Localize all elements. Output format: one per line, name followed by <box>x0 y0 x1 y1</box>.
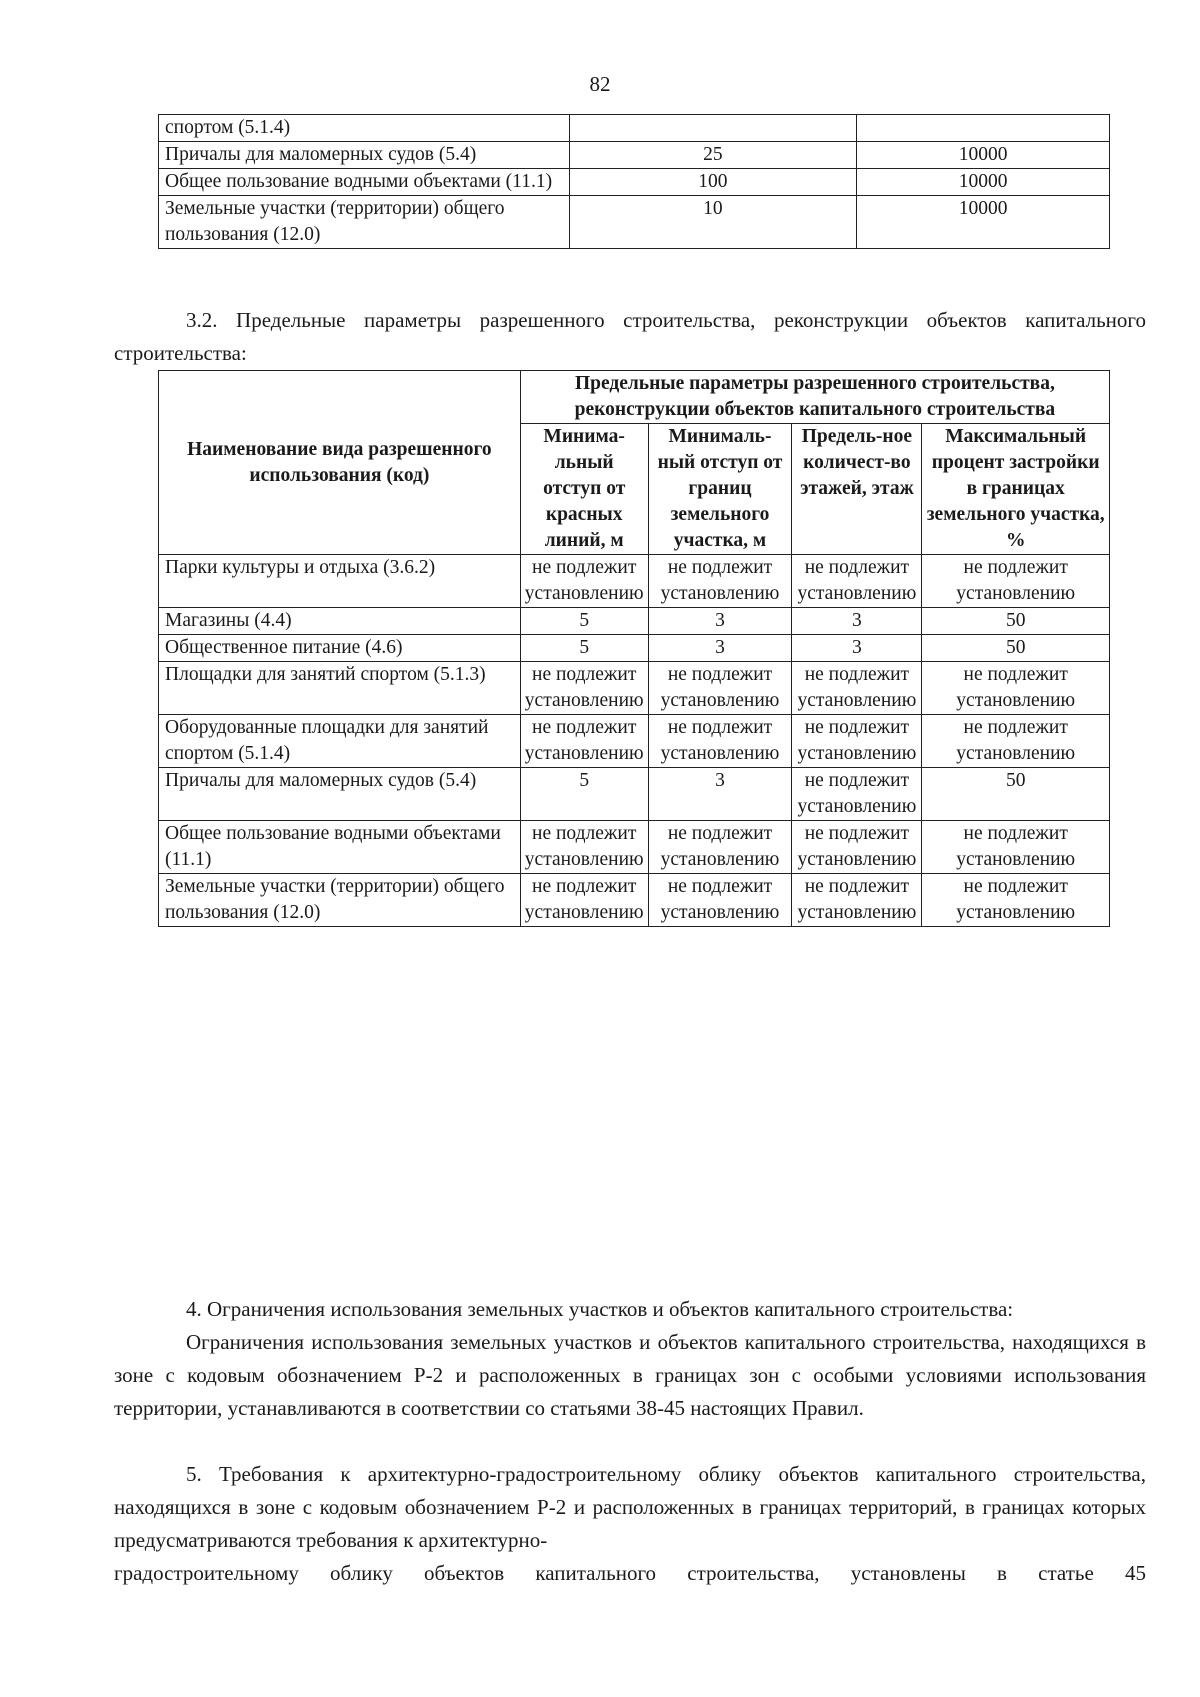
continuation-table <box>158 114 1110 249</box>
page-number: 82 <box>589 72 611 96</box>
table-row <box>159 768 1110 821</box>
row-value: 10000 <box>857 169 1110 196</box>
row-value: 10000 <box>857 196 1110 249</box>
row-value: не подлежит установлению <box>792 555 922 608</box>
parameters-table <box>158 370 1110 927</box>
row-value <box>857 115 1110 142</box>
header-group: Предельные параметры разрешенного строительства, реконструкции объектов капитального строительства <box>520 371 1109 424</box>
row-name: Площадки для занятий спортом (5.1.3) <box>159 662 521 715</box>
row-name: Оборудованные площадки для занятий спортом (5.1.4) <box>159 715 521 768</box>
row-name: Парки культуры и отдыха (3.6.2) <box>159 555 521 608</box>
row-value: не подлежит установлению <box>648 874 792 927</box>
row-name: Причалы для маломерных судов (5.4) <box>159 768 521 821</box>
section-5-text-continued: градостроительному облику объектов капитального строительства, установлены в статье 45 <box>114 1561 1146 1585</box>
row-value: не подлежит установлению <box>520 662 648 715</box>
row-value: 3 <box>648 608 792 635</box>
row-value: не подлежит установлению <box>792 821 922 874</box>
row-value: не подлежит установлению <box>792 874 922 927</box>
header-col: Предель-ное количест-во этажей, этаж <box>792 424 922 555</box>
table-row <box>159 874 1110 927</box>
row-value: 5 <box>520 608 648 635</box>
table-row <box>159 608 1110 635</box>
row-name: Магазины (4.4) <box>159 608 521 635</box>
row-value: 5 <box>520 768 648 821</box>
header-name: Наименование вида разрешенного использования (код) <box>159 371 521 555</box>
table-row <box>159 196 1110 249</box>
row-value: 50 <box>922 635 1110 662</box>
row-value: не подлежит установлению <box>922 662 1110 715</box>
section-5-text: 5. Требования к архитектурно-градостроительному облику объектов капитального строительства, находящихся в зоне с кодовым обозначением Р-2 и расположенных в границах территорий, в границах которых предусматриваются требования к архитектурно- <box>114 1462 1146 1552</box>
row-value: не подлежит установлению <box>648 662 792 715</box>
row-value: 10 <box>569 196 857 249</box>
row-name: Земельные участки (территории) общего пользования (12.0) <box>159 196 570 249</box>
row-value: 3 <box>792 608 922 635</box>
section-4-title: 4. Ограничения использования земельных участков и объектов капитального строительства: <box>186 1297 1014 1321</box>
row-value: 3 <box>792 635 922 662</box>
row-value: 25 <box>569 142 857 169</box>
row-name: Общественное питание (4.6) <box>159 635 521 662</box>
row-value: не подлежит установлению <box>922 555 1110 608</box>
row-value <box>569 115 857 142</box>
table-row <box>159 662 1110 715</box>
row-value: не подлежит установлению <box>520 874 648 927</box>
table-row <box>159 115 1110 142</box>
row-name: Причалы для маломерных судов (5.4) <box>159 142 570 169</box>
row-value: 100 <box>569 169 857 196</box>
row-value: не подлежит установлению <box>792 768 922 821</box>
table-row <box>159 142 1110 169</box>
header-col: Минима-льный отступ от красных линий, м <box>520 424 648 555</box>
table-row <box>159 169 1110 196</box>
table-row <box>159 635 1110 662</box>
row-value: не подлежит установлению <box>922 821 1110 874</box>
row-value: не подлежит установлению <box>922 715 1110 768</box>
row-value: 5 <box>520 635 648 662</box>
table-row <box>159 555 1110 608</box>
row-value: 50 <box>922 768 1110 821</box>
row-name: спортом (5.1.4) <box>159 115 570 142</box>
header-col: Минималь-ный отступ от границ земельного участка, м <box>648 424 792 555</box>
table-row <box>159 715 1110 768</box>
section-3-2-text: 3.2. Предельные параметры разрешенного строительства, реконструкции объектов капитального строительства: <box>114 308 1146 365</box>
row-value: не подлежит установлению <box>648 715 792 768</box>
row-value: не подлежит установлению <box>792 715 922 768</box>
table-row <box>159 821 1110 874</box>
row-name: Общее пользование водными объектами (11.1) <box>159 821 521 874</box>
section-4-text: Ограничения использования земельных участков и объектов капитального строительства, находящихся в зоне с кодовым обозначением Р-2 и расположенных в границах зон с особыми условиями использования территории, устанавливаются в соответствии со статьями 38-45 настоящих Правил. <box>114 1330 1146 1420</box>
row-value: не подлежит установлению <box>520 715 648 768</box>
row-value: не подлежит установлению <box>648 821 792 874</box>
row-value: 3 <box>648 768 792 821</box>
row-name: Общее пользование водными объектами (11.1) <box>159 169 570 196</box>
row-value: не подлежит установлению <box>520 821 648 874</box>
header-col: Максимальный процент застройки в границах земельного участка, % <box>922 424 1110 555</box>
row-value: не подлежит установлению <box>922 874 1110 927</box>
row-value: 3 <box>648 635 792 662</box>
row-value: не подлежит установлению <box>648 555 792 608</box>
row-value: 10000 <box>857 142 1110 169</box>
row-value: 50 <box>922 608 1110 635</box>
row-name: Земельные участки (территории) общего пользования (12.0) <box>159 874 521 927</box>
row-value: не подлежит установлению <box>792 662 922 715</box>
row-value: не подлежит установлению <box>520 555 648 608</box>
